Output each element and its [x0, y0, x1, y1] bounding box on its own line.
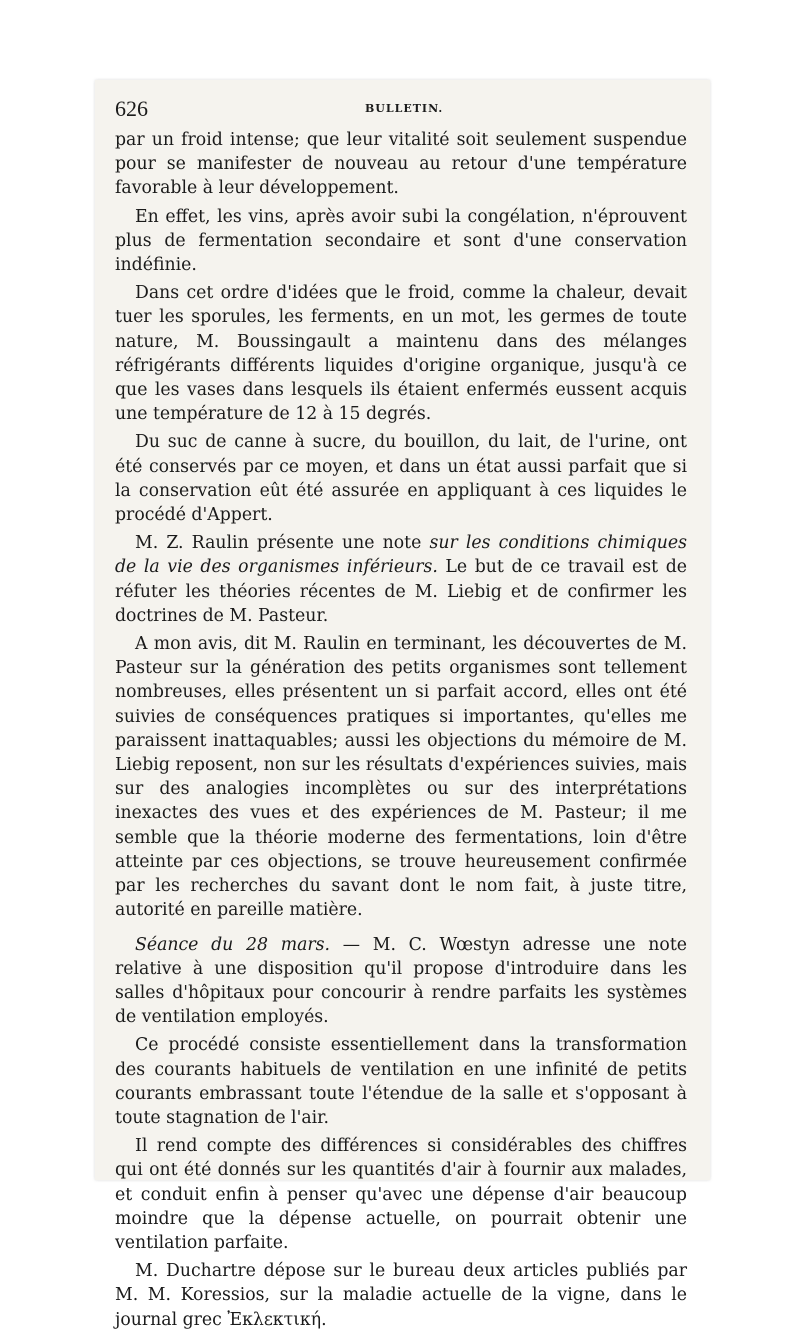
- page-body: [115, 128, 687, 1336]
- page-number: 626: [115, 96, 148, 121]
- paragraph: M. Duchartre dépose sur le bureau deux articles publiés par M. M. Koressios, sur la maladie actuelle de la vigne, dans le journal grec Ἐκλεκτική.: [115, 1261, 687, 1330]
- paragraph-text: Le but de ce travail est de réfuter les théories récentes de M. Liebig et de confirmer les doctrines de M. Pasteur.: [115, 557, 687, 626]
- page-header: [115, 96, 687, 124]
- paragraph: En effet, les vins, après avoir subi la congélation, n'éprouvent plus de fermentation secondaire et sont d'une conservation indéfinie.: [115, 206, 687, 276]
- paragraph-raulin-note: [115, 531, 687, 628]
- paragraph: Du suc de canne à sucre, du bouillon, du lait, de l'urine, ont été conservés par ce moyen, et dans un état aussi parfait que si la conservation eût été assurée en appliquant à ces liquides le procédé d'Appert.: [115, 432, 687, 526]
- book-page: [95, 80, 710, 1330]
- paragraph: Dans cet ordre d'idées que le froid, comme la chaleur, devait tuer les sporules, les ferments, en un mot, les germes de toute nature, M. Boussingault a maintenu dans des mélanges réfrigérants différents liquides d'origine organique, jusqu'à ce que les vases dans lesquels ils étaient enfermés eussent acquis une température de 12 à 15 degrés.: [115, 283, 687, 425]
- paragraph: Ce procédé consiste essentiellement dans la transformation des courants habituels de ventilation en une infinité de petits courants embrassant toute l'étendue de la salle et s'opposant à toute stagnation de l'air.: [115, 1035, 687, 1128]
- paragraph-seance: [115, 933, 687, 1030]
- seance-date-italic: Séance du 28 mars.: [135, 934, 331, 955]
- paragraph-text: — M. C. Wœstyn adresse une note relative à une disposition qu'il propose d'introduire dans les salles d'hôpitaux pour concourir à rendre parfaits les systèmes de ventilation employés.: [115, 934, 687, 1028]
- paragraph: A mon avis, dit M. Raulin en terminant, les découvertes de M. Pasteur sur la génération des petits organismes sont tellement nombreuses, elles présentent un si parfait accord, elles ont été suivies de conséquences pratiques si importantes, qu'elles me paraissent inattaquables; aussi les objections du mémoire de M. Liebig reposent, non sur les résultats d'expériences suivies, mais sur des analogies incomplètes ou sur des interprétations inexactes des vues et des expériences de M. Pasteur; il me semble que la théorie moderne des fermentations, loin d'être atteinte par ces objections, se trouve heureusement confirmée par les recherches du savant dont le nom fait, à juste titre, autorité en pareille matière.: [115, 634, 687, 921]
- paragraph: par un froid intense; que leur vitalité soit seulement suspendue pour se manifester de nouveau au retour d'une température favorable à leur développement.: [115, 130, 687, 199]
- note-title-italic: sur les conditions chimiques de la vie des organismes inférieurs.: [115, 533, 687, 578]
- running-head: BULLETIN.: [365, 102, 444, 115]
- paragraph: Il rend compte des différences si considérables des chiffres qui ont été donnés sur les quantités d'air à fournir aux malades, et conduit enfin à penser qu'avec une dépense d'air beaucoup moindre que la dépense actuelle, on pourrait obtenir une ventilation parfaite.: [115, 1136, 687, 1253]
- paragraph-text: M. Z. Raulin présente une note: [135, 533, 430, 554]
